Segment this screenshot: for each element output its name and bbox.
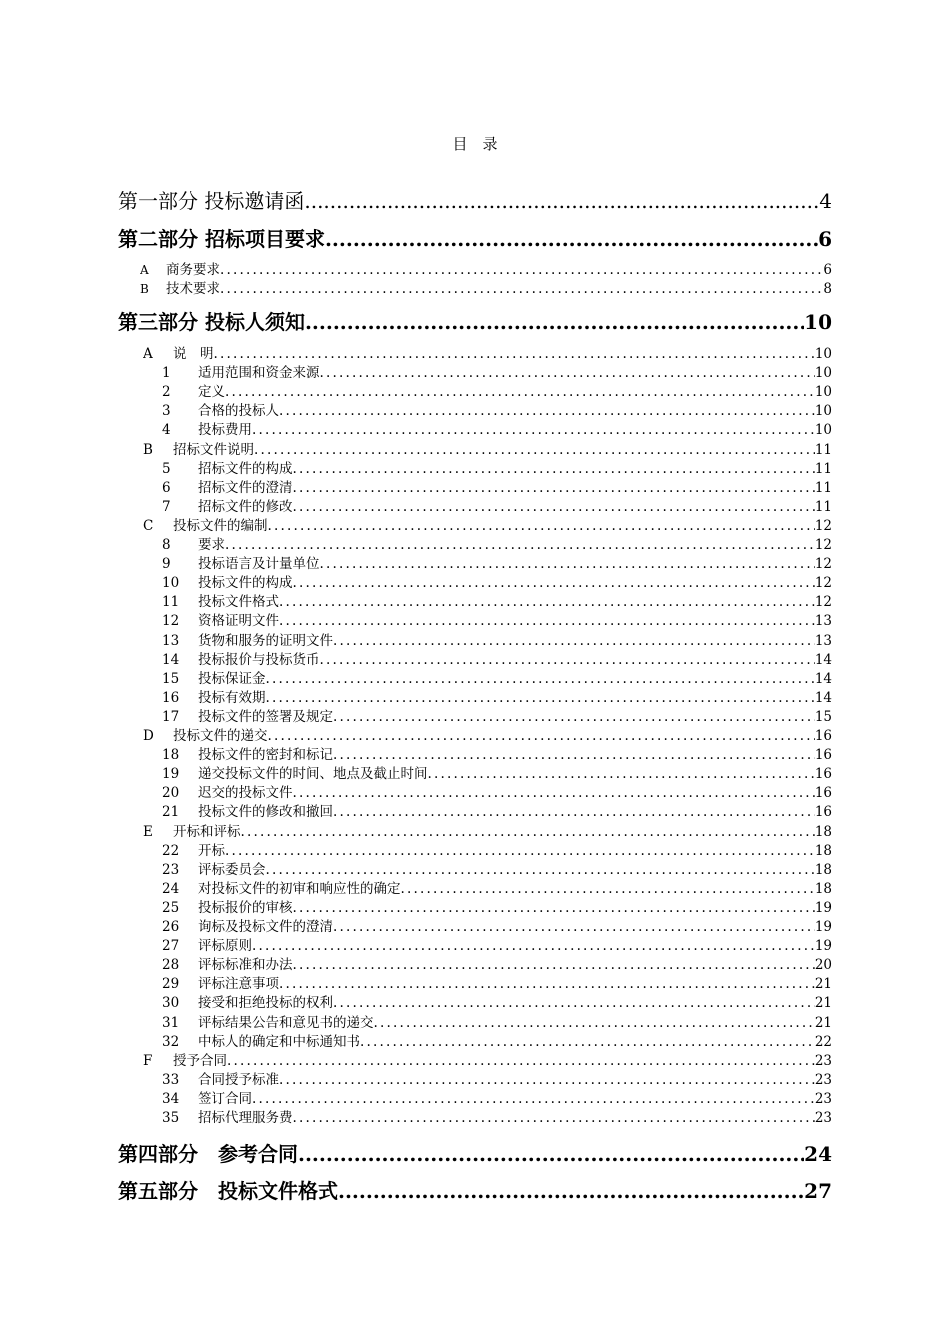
toc-item-row[interactable]	[162, 765, 832, 784]
toc-page-number: 16	[814, 747, 832, 764]
toc-item-row[interactable]	[162, 937, 832, 956]
toc-entry-label: 投标文件的密封和标记	[198, 747, 333, 764]
toc-entry-code: 3	[162, 403, 171, 420]
toc-entry-label: 投标文件的签署及规定	[198, 708, 333, 725]
toc-leader-dots	[279, 1071, 815, 1090]
toc-leader-dots	[360, 1033, 815, 1052]
toc-entry-code: 4	[162, 422, 171, 439]
toc-leader-dots	[333, 632, 815, 651]
toc-item-row[interactable]	[162, 383, 832, 402]
toc-entry-label: 合同授予标准	[198, 1071, 279, 1088]
toc-entry-label: 投标保证金	[198, 670, 266, 687]
toc-page-number: 19	[814, 899, 832, 916]
toc-entry-code: 12	[162, 613, 180, 630]
toc-leader-dots	[305, 309, 804, 335]
toc-item-row[interactable]	[162, 632, 832, 651]
toc-entry-code: 2	[162, 384, 171, 401]
toc-item-row[interactable]	[162, 1014, 832, 1033]
toc-entry-code: 28	[162, 957, 180, 974]
toc-item-row[interactable]	[162, 536, 832, 555]
toc-leader-dots	[298, 1141, 804, 1167]
toc-entry-code: 29	[162, 976, 180, 993]
toc-item-row[interactable]	[162, 364, 832, 383]
toc-leader-dots	[220, 261, 823, 280]
toc-section-row[interactable]	[143, 727, 832, 746]
toc-leader-dots	[428, 765, 815, 784]
toc-page-number: 24	[804, 1142, 832, 1166]
toc-leader-dots	[325, 226, 818, 252]
toc-item-row[interactable]	[162, 670, 832, 689]
toc-page-number: 19	[814, 938, 832, 955]
toc-entry-code: 24	[162, 880, 180, 897]
toc-entry-label: 投标文件的修改和撤回	[198, 804, 333, 821]
toc-entry-label: 评标委员会	[198, 861, 266, 878]
toc-entry-label: 招标文件的澄清	[198, 479, 293, 496]
toc-section-label: 商务要求	[166, 262, 220, 278]
toc-item-row[interactable]	[162, 498, 832, 517]
toc-leader-dots	[338, 1178, 804, 1204]
toc-leader-dots	[279, 975, 815, 994]
toc-entry-code: F	[143, 1052, 153, 1069]
toc-entry-code: 30	[162, 995, 180, 1012]
toc-leader-dots	[266, 689, 815, 708]
toc-section-label: 技术要求	[166, 281, 220, 297]
toc-page-number: 23	[814, 1052, 832, 1069]
toc-leader-dots	[293, 899, 815, 918]
toc-leader-dots	[268, 727, 815, 746]
toc-entry-code: 16	[162, 689, 180, 706]
toc-page-number: 23	[814, 1071, 832, 1088]
toc-entry-label: 招标文件说明	[173, 441, 254, 458]
toc-page-number: 14	[814, 651, 832, 668]
toc-leader-dots	[225, 383, 815, 402]
toc-leader-dots	[252, 937, 815, 956]
toc-entry-code: 20	[162, 785, 180, 802]
toc-entry-label: 评标原则	[198, 938, 252, 955]
toc-entry-code: A	[143, 346, 153, 362]
toc-page-number: 11	[814, 460, 832, 477]
toc-leader-dots	[266, 861, 815, 880]
toc-item-row[interactable]	[162, 402, 832, 421]
toc-leader-dots	[401, 880, 815, 899]
toc-leader-dots	[252, 1090, 815, 1109]
toc-entry-label: 投标报价的审核	[198, 899, 293, 916]
toc-entry-label: 投标语言及计量单位	[198, 556, 320, 573]
toc-entry-label: 对投标文件的初审和响应性的确定	[198, 880, 401, 897]
toc-entry-code: 17	[162, 708, 180, 725]
toc-item-row[interactable]	[162, 784, 832, 803]
toc-page-number: 20	[814, 957, 832, 974]
toc-leader-dots	[266, 670, 815, 689]
toc-item-row[interactable]	[162, 1090, 832, 1109]
toc-entry-label: 评标结果公告和意见书的递交	[198, 1014, 374, 1031]
toc-entry-label: 说 明	[173, 346, 214, 362]
toc-entry-label: 递交投标文件的时间、地点及截止时间	[198, 766, 428, 783]
toc-page-number: 18	[814, 861, 832, 878]
toc-entry-label: 投标文件的构成	[198, 575, 293, 592]
toc-leader-dots	[225, 842, 815, 861]
toc-page-number: 18	[814, 880, 832, 897]
toc-item-row[interactable]	[162, 1109, 832, 1128]
toc-item-row[interactable]	[162, 689, 832, 708]
toc-entry-code: 18	[162, 747, 180, 764]
toc-leader-dots	[333, 708, 815, 727]
toc-item-row[interactable]	[162, 612, 832, 631]
toc-part-3[interactable]	[118, 309, 832, 335]
toc-page-number: 11	[814, 441, 832, 458]
toc-entry-label: 授予合同	[173, 1052, 227, 1069]
toc-section-row[interactable]	[140, 261, 832, 280]
toc-page-number: 21	[814, 976, 832, 993]
toc-part-4[interactable]	[118, 1141, 832, 1167]
toc-page-number: 18	[814, 823, 832, 840]
toc-entry-label: 投标文件的递交	[173, 728, 268, 744]
toc-leader-dots	[320, 364, 815, 383]
toc-leader-dots	[320, 651, 815, 670]
toc-entry-code: 5	[162, 460, 171, 477]
toc-page-number: 23	[814, 1110, 832, 1126]
toc-entry-code: 19	[162, 766, 180, 783]
toc-leader-dots	[333, 994, 815, 1013]
toc-item-row[interactable]	[162, 479, 832, 498]
toc-page-number: 10	[814, 422, 832, 439]
toc-section-code: B	[140, 282, 149, 296]
toc-section-row[interactable]	[143, 345, 832, 364]
toc-page-number: 11	[814, 479, 832, 496]
toc-section-row[interactable]	[143, 517, 832, 536]
toc-entry-label: 开标	[198, 842, 225, 859]
toc-leader-dots	[279, 402, 815, 421]
toc-entry-label: 要求	[198, 537, 225, 553]
toc-leader-dots	[333, 746, 815, 765]
toc-page-number: 12	[814, 556, 832, 573]
toc-entry-label: 招标文件的修改	[198, 498, 293, 515]
toc-entry-code: E	[143, 823, 153, 840]
toc-leader-dots	[333, 803, 815, 822]
toc-item-row[interactable]	[162, 1071, 832, 1090]
toc-title: 目 录	[452, 135, 498, 153]
toc-leader-dots	[293, 460, 815, 479]
toc-part-label: 第一部分 投标邀请函	[118, 189, 305, 213]
toc-entry-code: 25	[162, 899, 180, 916]
toc-entry-label: 招标代理服务费	[198, 1110, 293, 1126]
toc-item-row[interactable]	[162, 574, 832, 593]
toc-entry-code: 22	[162, 842, 180, 859]
toc-entry-label: 询标及投标文件的澄清	[198, 919, 333, 935]
toc-item-row[interactable]	[162, 421, 832, 440]
toc-part-label: 第三部分 投标人须知	[118, 310, 305, 334]
toc-entry-label: 开标和评标	[173, 823, 241, 840]
toc-page-number: 6	[818, 227, 832, 251]
toc-entry-label: 投标有效期	[198, 689, 266, 706]
toc-entry-label: 接受和拒绝投标的权利	[198, 995, 333, 1012]
toc-page-number: 27	[804, 1179, 832, 1203]
toc-leader-dots	[268, 517, 815, 536]
toc-item-row[interactable]	[162, 975, 832, 994]
toc-part-5[interactable]	[118, 1178, 832, 1204]
toc-entry-code: C	[143, 517, 154, 534]
toc-leader-dots	[304, 188, 819, 214]
toc-page-number: 14	[814, 689, 832, 706]
toc-entry-code: 11	[162, 594, 180, 611]
toc-page-number: 15	[814, 708, 832, 725]
toc-entry-label: 评标标准和办法	[198, 957, 293, 974]
toc-leader-dots	[320, 555, 815, 574]
toc-part-label: 第二部分 招标项目要求	[118, 227, 325, 251]
toc-entry-code: D	[143, 728, 154, 744]
toc-leader-dots	[214, 345, 815, 364]
toc-entry-label: 适用范围和资金来源	[198, 365, 320, 382]
toc-leader-dots	[227, 1052, 815, 1071]
toc-entry-code: 26	[162, 919, 180, 935]
toc-item-row[interactable]	[162, 899, 832, 918]
toc-page-number: 10	[814, 365, 832, 382]
toc-page-number: 19	[814, 919, 832, 935]
toc-page-number: 21	[814, 1014, 832, 1031]
toc-leader-dots	[220, 280, 823, 299]
toc-entry-label: 货物和服务的证明文件	[198, 632, 333, 649]
toc-leader-dots	[293, 574, 815, 593]
toc-entry-code: 31	[162, 1014, 180, 1031]
toc-page-number: 10	[804, 310, 832, 334]
toc-entry-code: 35	[162, 1110, 180, 1126]
toc-entry-label: 投标报价与投标货币	[198, 651, 320, 668]
toc-section-row[interactable]	[143, 823, 832, 842]
toc-item-row[interactable]	[162, 956, 832, 975]
toc-part-1[interactable]	[118, 188, 832, 214]
toc-page-number: 10	[814, 403, 832, 420]
toc-part-label: 第五部分 投标文件格式	[118, 1179, 338, 1203]
toc-leader-dots	[293, 784, 815, 803]
toc-entry-code: 14	[162, 651, 180, 668]
toc-section-row[interactable]	[143, 441, 832, 460]
toc-page-number: 16	[814, 766, 832, 783]
toc-page-number: 16	[814, 804, 832, 821]
toc-leader-dots	[241, 823, 815, 842]
toc-entry-code: 34	[162, 1090, 180, 1107]
toc-entry-code: 21	[162, 804, 180, 821]
toc-entry-code: 9	[162, 556, 171, 573]
toc-entry-label: 投标文件格式	[198, 594, 279, 611]
toc-item-row[interactable]	[162, 861, 832, 880]
toc-page-number: 22	[814, 1033, 832, 1050]
toc-page-number: 8	[823, 281, 832, 297]
toc-entry-label: 资格证明文件	[198, 613, 279, 630]
toc-leader-dots	[293, 479, 815, 498]
toc-entry-label: 招标文件的构成	[198, 460, 293, 477]
toc-item-row[interactable]	[162, 994, 832, 1013]
toc-entry-code: 27	[162, 938, 180, 955]
toc-item-row[interactable]	[162, 593, 832, 612]
toc-entry-label: 合格的投标人	[198, 403, 279, 420]
toc-item-row[interactable]	[162, 1033, 832, 1052]
toc-page-number: 13	[814, 632, 832, 649]
toc-item-row[interactable]	[162, 651, 832, 670]
toc-item-row[interactable]	[162, 842, 832, 861]
toc-page-number: 16	[814, 785, 832, 802]
toc-leader-dots	[279, 593, 815, 612]
toc-item-row[interactable]	[162, 918, 832, 937]
toc-entry-code: 13	[162, 632, 180, 649]
toc-part-label: 第四部分 参考合同	[118, 1142, 298, 1166]
toc-leader-dots	[252, 421, 815, 440]
toc-leader-dots	[293, 956, 815, 975]
toc-entry-code: 10	[162, 575, 180, 592]
toc-item-row[interactable]	[162, 708, 832, 727]
toc-page-number: 14	[814, 670, 832, 687]
toc-leader-dots	[225, 536, 815, 555]
toc-page-number: 12	[814, 594, 832, 611]
toc-entry-label: 投标费用	[198, 422, 252, 439]
toc-entry-code: B	[143, 441, 153, 458]
toc-page-number: 10	[814, 384, 832, 401]
toc-leader-dots	[293, 1109, 815, 1128]
toc-leader-dots	[293, 498, 815, 517]
toc-entry-code: 23	[162, 861, 180, 878]
toc-page-number: 11	[814, 498, 832, 515]
toc-page-number: 13	[814, 613, 832, 630]
toc-item-row[interactable]	[162, 555, 832, 574]
toc-leader-dots	[374, 1014, 815, 1033]
toc-entry-code: 33	[162, 1071, 180, 1088]
toc-item-row[interactable]	[162, 880, 832, 899]
toc-section-code: A	[140, 263, 149, 277]
toc-page-number: 23	[814, 1090, 832, 1107]
toc-entry-label: 迟交的投标文件	[198, 785, 293, 802]
toc-page-number: 6	[823, 262, 832, 278]
toc-page-number: 21	[814, 995, 832, 1012]
toc-entry-label: 评标注意事项	[198, 976, 279, 993]
toc-entry-code: 6	[162, 479, 171, 496]
toc-entry-label: 投标文件的编制	[173, 517, 268, 534]
toc-entry-label: 中标人的确定和中标通知书	[198, 1033, 360, 1050]
toc-leader-dots	[254, 441, 815, 460]
toc-entry-label: 定义	[198, 384, 225, 401]
toc-page-number: 12	[814, 517, 832, 534]
toc-item-row[interactable]	[162, 460, 832, 479]
toc-page-number: 18	[814, 842, 832, 859]
toc-entry-code: 8	[162, 537, 171, 553]
toc-page-number: 12	[814, 537, 832, 553]
toc-item-row[interactable]	[162, 803, 832, 822]
toc-page-number: 12	[814, 575, 832, 592]
toc-section-row[interactable]	[143, 1052, 832, 1071]
toc-leader-dots	[333, 918, 815, 937]
toc-page-number: 16	[814, 728, 832, 744]
toc-entry-code: 7	[162, 498, 171, 515]
toc-entry-label: 签订合同	[198, 1090, 252, 1107]
toc-part-2[interactable]	[118, 226, 832, 252]
toc-entry-code: 32	[162, 1033, 180, 1050]
toc-page-number: 4	[819, 189, 832, 213]
toc-entry-code: 1	[162, 365, 171, 382]
toc-leader-dots	[279, 612, 815, 631]
toc-section-row[interactable]	[140, 280, 832, 299]
toc-entry-code: 15	[162, 670, 180, 687]
toc-page-number: 10	[814, 346, 832, 362]
toc-item-row[interactable]	[162, 746, 832, 765]
